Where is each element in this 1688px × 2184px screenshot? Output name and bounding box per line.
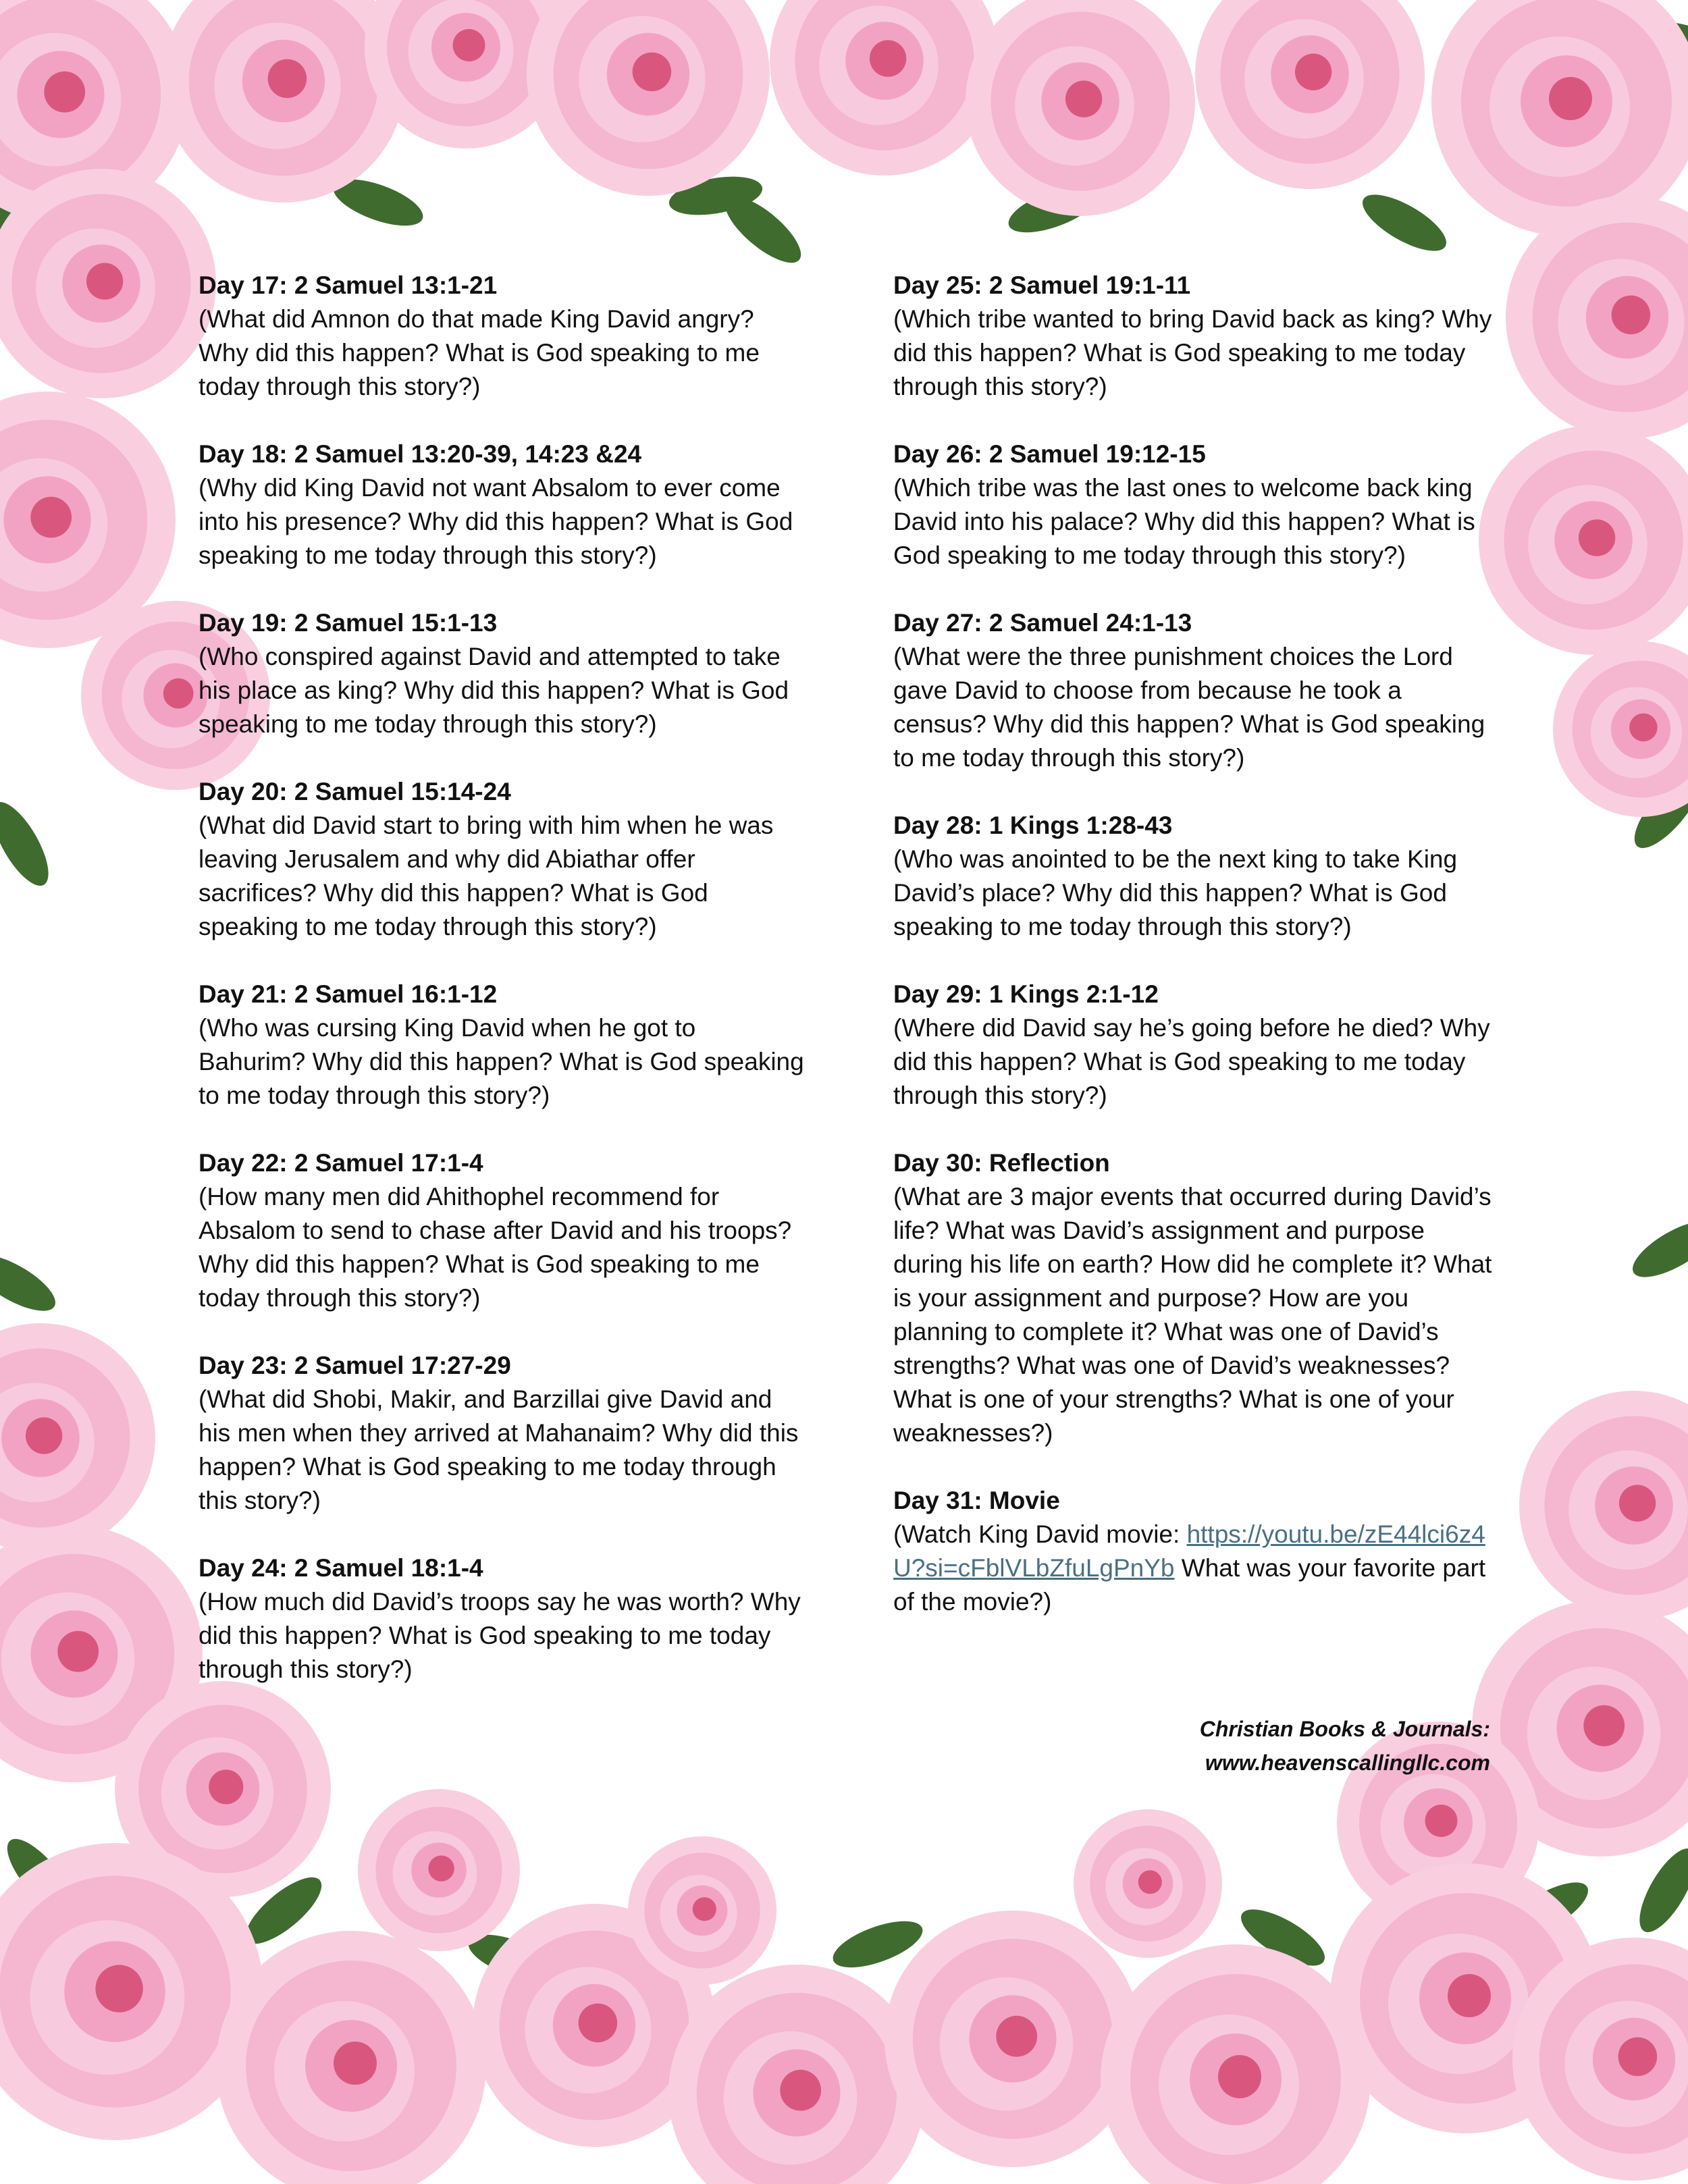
leaf-shape <box>1354 184 1454 261</box>
entry-title: Day 27: 2 Samuel 24:1-13 <box>893 609 1192 637</box>
entry-question: (Which tribe was the last ones to welcome back king David into his palace? Why did this happen? What is God speaking to me today through this story?) <box>893 474 1475 569</box>
entry-day-22 <box>199 1146 806 1315</box>
leaf-shape <box>0 1244 63 1321</box>
rose-shape <box>1101 1944 1371 2184</box>
rose-shape <box>1479 425 1688 655</box>
entry-day-24 <box>199 1551 806 1686</box>
entry-day-20 <box>199 775 806 944</box>
entry-question: (Where did David say he’s going before he died? Why did this happen? What is God speaking to me today through this story?) <box>893 1014 1490 1109</box>
entry-day-19 <box>199 606 806 741</box>
entry-question <box>893 1518 1501 1619</box>
movie-question-text: What was your favorite part of the movie?) <box>893 1554 1486 1616</box>
publisher-credit <box>1200 1712 1490 1780</box>
rose-shape <box>358 1789 520 1951</box>
entry-title: Day 26: 2 Samuel 19:12-15 <box>893 440 1206 468</box>
entry-question: (What did David start to bring with him when he was leaving Jerusalem and why did Abiathar offer sacrifices? Why did this happen? What is God speaking to me today through this story?) <box>199 811 774 940</box>
rose-shape <box>1553 641 1688 817</box>
leaf-shape <box>1625 1210 1688 1287</box>
rose-shape <box>1074 1809 1222 1958</box>
entry-title: Day 18: 2 Samuel 13:20-39, 14:23 &24 <box>199 440 642 468</box>
entry-day-31 <box>893 1484 1501 1619</box>
entry-question: (How many men did Ahithophel recommend for Absalom to send to chase after David and his troops? Why did this happen? What is God speaking to me today through this story?) <box>199 1183 792 1312</box>
entry-title: Day 29: 1 Kings 2:1-12 <box>893 980 1159 1008</box>
rose-shape <box>0 169 216 398</box>
publisher-tagline: Christian Books & Journals: <box>1199 1717 1490 1741</box>
entry-title: Day 22: 2 Samuel 17:1-4 <box>199 1149 483 1177</box>
entry-question: (Who conspired against David and attempted to take his place as king? Why did this happen? What is God speaking to me today through this story?) <box>199 643 789 738</box>
rose-shape <box>770 0 999 176</box>
entry-question: (Which tribe wanted to bring David back as king? Why did this happen? What is God speaking to me today through this story?) <box>893 305 1492 400</box>
entry-day-28 <box>893 809 1501 944</box>
entry-day-29 <box>893 978 1501 1113</box>
entry-day-27 <box>893 606 1501 775</box>
entry-title: Day 17: 2 Samuel 13:1-21 <box>199 271 498 299</box>
entry-question: (Why did King David not want Absalom to ever come into his presence? Why did this happen? What is God speaking to me today through this story?) <box>199 474 793 569</box>
rose-shape <box>1519 1391 1688 1620</box>
leaf-shape <box>0 794 59 893</box>
entry-day-21 <box>199 978 806 1113</box>
entry-day-25 <box>893 269 1501 404</box>
movie-link[interactable]: https://youtu.be/zE44lci6z4U?si=cFblVLbZfuLgPnYb <box>893 1520 1485 1582</box>
entry-day-30 <box>893 1146 1501 1450</box>
entry-title: Day 23: 2 Samuel 17:27-29 <box>199 1352 511 1379</box>
entry-day-23 <box>199 1349 806 1518</box>
right-column <box>893 269 1501 1653</box>
entry-title: Day 24: 2 Samuel 18:1-4 <box>199 1554 483 1582</box>
entry-day-18 <box>199 437 806 572</box>
rose-shape <box>527 0 770 196</box>
leaf-shape <box>716 186 811 273</box>
entry-question: (How much did David’s troops say he was worth? Why did this happen? What is God speaking to me today through this story?) <box>199 1588 801 1683</box>
entry-day-26 <box>893 437 1501 572</box>
rose-shape <box>0 1323 155 1553</box>
rose-shape <box>1195 0 1425 189</box>
entry-title: Day 31: Movie <box>893 1487 1060 1514</box>
movie-intro-text: (Watch King David movie: <box>893 1520 1180 1548</box>
entry-question: (Who was cursing King David when he got to Bahurim? Why did this happen? What is God speaking to me today through this story?) <box>199 1014 804 1109</box>
entry-question: (What were the three punishment choices the Lord gave David to choose from because he took a census? Why did this happen? What is God speaking to me today through this story?) <box>893 643 1485 772</box>
entry-day-17 <box>199 269 806 404</box>
entry-title: Day 19: 2 Samuel 15:1-13 <box>199 609 498 637</box>
rose-shape <box>1506 196 1688 439</box>
rose-shape <box>885 1911 1141 2167</box>
entry-question: (What did Shobi, Makir, and Barzillai give David and his men when they arrived at Mahanaim? Why did this happen? What is God speaking to me today through this story?) <box>199 1385 799 1514</box>
entry-title: Day 25: 2 Samuel 19:1-11 <box>893 271 1191 299</box>
publisher-website[interactable]: www.heavenscallingllc.com <box>1205 1751 1490 1775</box>
entry-title: Day 20: 2 Samuel 15:14-24 <box>199 778 511 805</box>
leaf-shape <box>1629 1840 1688 1940</box>
entry-title: Day 30: Reflection <box>893 1149 1110 1177</box>
left-column <box>199 269 806 1720</box>
entry-title: Day 21: 2 Samuel 16:1-12 <box>199 980 498 1008</box>
entry-question: (Who was anointed to be the next king to take King David’s place? Why did this happen? What is God speaking to me today through this story?) <box>893 845 1458 940</box>
rose-shape <box>966 0 1195 216</box>
entry-question: (What are 3 major events that occurred during David’s life? What was David’s assignment and purpose during his life on earth? How did he complete it? What is your assignment and purpose? How are you planning to complete it? What was one of David’s strengths? What was one of David’s weaknesses? What is one of your strengths? What is one of your weaknesses?) <box>893 1183 1492 1447</box>
entry-question: (What did Amnon do that made King David angry? Why did this happen? What is God speaking to me today through this story?) <box>199 305 760 400</box>
entry-title: Day 28: 1 Kings 1:28-43 <box>893 811 1173 839</box>
rose-shape <box>628 1836 776 1985</box>
